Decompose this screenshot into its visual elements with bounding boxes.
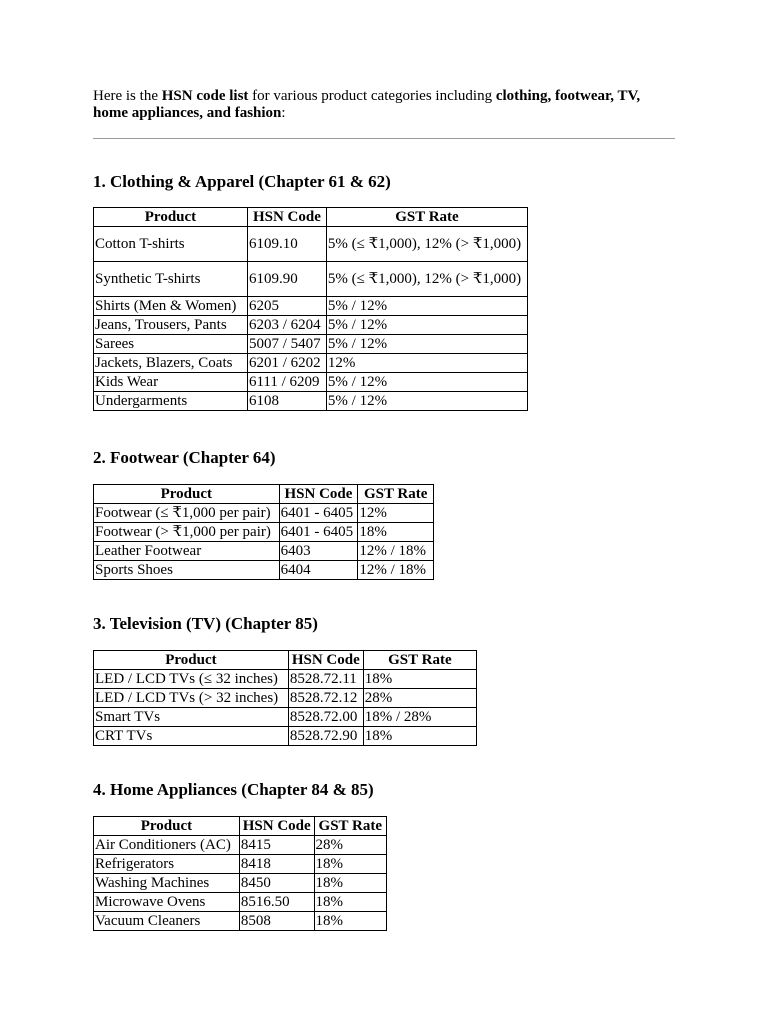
cell-hsn-code: 8528.72.12 xyxy=(288,689,363,708)
cell-product: Synthetic T-shirts xyxy=(94,262,248,297)
table-row xyxy=(94,708,477,727)
cell-hsn-code: 8415 xyxy=(239,836,314,855)
table-header-row xyxy=(94,651,477,670)
table-row xyxy=(94,561,434,580)
cell-hsn-code: 8528.72.00 xyxy=(288,708,363,727)
cell-gst-rate: 5% / 12% xyxy=(326,316,527,335)
cell-hsn-code: 6403 xyxy=(279,542,358,561)
table-home-appliances xyxy=(93,816,387,931)
cell-hsn-code: 8508 xyxy=(239,912,314,931)
cell-gst-rate: 18% xyxy=(314,874,386,893)
cell-gst-rate: 18% xyxy=(358,523,434,542)
cell-product: Refrigerators xyxy=(94,855,240,874)
cell-gst-rate: 12% / 18% xyxy=(358,561,434,580)
table-row xyxy=(94,373,528,392)
cell-product: Sarees xyxy=(94,335,248,354)
header-gst-rate: GST Rate xyxy=(326,208,527,227)
header-product: Product xyxy=(94,817,240,836)
cell-product: Cotton T-shirts xyxy=(94,227,248,262)
table-row xyxy=(94,836,387,855)
cell-gst-rate: 5% / 12% xyxy=(326,392,527,411)
table-row xyxy=(94,874,387,893)
cell-product: Jeans, Trousers, Pants xyxy=(94,316,248,335)
cell-hsn-code: 8418 xyxy=(239,855,314,874)
cell-product: LED / LCD TVs (> 32 inches) xyxy=(94,689,289,708)
cell-gst-rate: 5% (≤ ₹1,000), 12% (> ₹1,000) xyxy=(326,227,527,262)
cell-hsn-code: 6401 - 6405 xyxy=(279,523,358,542)
cell-hsn-code: 6404 xyxy=(279,561,358,580)
cell-gst-rate: 18% / 28% xyxy=(363,708,476,727)
cell-product: Vacuum Cleaners xyxy=(94,912,240,931)
header-gst-rate: GST Rate xyxy=(363,651,476,670)
cell-hsn-code: 5007 / 5407 xyxy=(247,335,326,354)
cell-hsn-code: 8516.50 xyxy=(239,893,314,912)
cell-gst-rate: 18% xyxy=(363,727,476,746)
table-row xyxy=(94,227,528,262)
table-row xyxy=(94,523,434,542)
cell-product: CRT TVs xyxy=(94,727,289,746)
intro-bold-categories: clothing, footwear, TV, home appliances, and fashion xyxy=(93,88,641,121)
cell-hsn-code: 6111 / 6209 xyxy=(247,373,326,392)
table-row xyxy=(94,354,528,373)
section-heading-footwear: 2. Footwear (Chapter 64) xyxy=(93,448,276,467)
table-row xyxy=(94,504,434,523)
cell-hsn-code: 6203 / 6204 xyxy=(247,316,326,335)
cell-gst-rate: 28% xyxy=(363,689,476,708)
cell-product: Air Conditioners (AC) xyxy=(94,836,240,855)
cell-product: Sports Shoes xyxy=(94,561,280,580)
section-heading-home-appliances: 4. Home Appliances (Chapter 84 & 85) xyxy=(93,780,374,799)
table-row xyxy=(94,893,387,912)
cell-hsn-code: 8450 xyxy=(239,874,314,893)
intro-prefix: Here is the xyxy=(93,88,162,104)
table-television xyxy=(93,650,477,746)
table-row xyxy=(94,727,477,746)
table-row xyxy=(94,262,528,297)
header-hsn-code: HSN Code xyxy=(279,485,358,504)
cell-product: Leather Footwear xyxy=(94,542,280,561)
table-row xyxy=(94,912,387,931)
intro-middle: for various product categories including xyxy=(248,88,496,104)
cell-hsn-code: 6201 / 6202 xyxy=(247,354,326,373)
cell-product: Undergarments xyxy=(94,392,248,411)
cell-gst-rate: 12% xyxy=(358,504,434,523)
table-row xyxy=(94,392,528,411)
cell-product: LED / LCD TVs (≤ 32 inches) xyxy=(94,670,289,689)
header-product: Product xyxy=(94,651,289,670)
cell-gst-rate: 18% xyxy=(363,670,476,689)
cell-gst-rate: 12% / 18% xyxy=(358,542,434,561)
cell-gst-rate: 18% xyxy=(314,912,386,931)
table-row xyxy=(94,670,477,689)
cell-gst-rate: 18% xyxy=(314,893,386,912)
header-product: Product xyxy=(94,208,248,227)
intro-bold-hsn: HSN code list xyxy=(161,88,249,104)
cell-gst-rate: 18% xyxy=(314,855,386,874)
cell-hsn-code: 6108 xyxy=(247,392,326,411)
cell-gst-rate: 12% xyxy=(326,354,527,373)
table-footwear xyxy=(93,484,434,580)
horizontal-rule xyxy=(93,138,675,139)
table-row xyxy=(94,855,387,874)
cell-product: Washing Machines xyxy=(94,874,240,893)
header-product: Product xyxy=(94,485,280,504)
intro-suffix: : xyxy=(281,105,286,121)
header-hsn-code: HSN Code xyxy=(239,817,314,836)
cell-hsn-code: 6205 xyxy=(247,297,326,316)
table-row xyxy=(94,316,528,335)
table-row xyxy=(94,689,477,708)
table-header-row xyxy=(94,208,528,227)
intro-paragraph xyxy=(93,88,675,122)
cell-product: Footwear (> ₹1,000 per pair) xyxy=(94,523,280,542)
table-header-row xyxy=(94,485,434,504)
cell-gst-rate: 5% / 12% xyxy=(326,373,527,392)
cell-product: Kids Wear xyxy=(94,373,248,392)
cell-product: Microwave Ovens xyxy=(94,893,240,912)
cell-product: Footwear (≤ ₹1,000 per pair) xyxy=(94,504,280,523)
section-heading-clothing: 1. Clothing & Apparel (Chapter 61 & 62) xyxy=(93,172,391,191)
cell-product: Jackets, Blazers, Coats xyxy=(94,354,248,373)
cell-gst-rate: 28% xyxy=(314,836,386,855)
table-row xyxy=(94,297,528,316)
header-gst-rate: GST Rate xyxy=(314,817,386,836)
header-hsn-code: HSN Code xyxy=(247,208,326,227)
table-row xyxy=(94,335,528,354)
table-clothing xyxy=(93,207,528,411)
cell-hsn-code: 8528.72.11 xyxy=(288,670,363,689)
cell-gst-rate: 5% / 12% xyxy=(326,335,527,354)
table-header-row xyxy=(94,817,387,836)
cell-hsn-code: 8528.72.90 xyxy=(288,727,363,746)
cell-gst-rate: 5% (≤ ₹1,000), 12% (> ₹1,000) xyxy=(326,262,527,297)
header-hsn-code: HSN Code xyxy=(288,651,363,670)
cell-hsn-code: 6109.10 xyxy=(247,227,326,262)
cell-product: Shirts (Men & Women) xyxy=(94,297,248,316)
table-row xyxy=(94,542,434,561)
header-gst-rate: GST Rate xyxy=(358,485,434,504)
section-heading-television: 3. Television (TV) (Chapter 85) xyxy=(93,614,318,633)
cell-product: Smart TVs xyxy=(94,708,289,727)
cell-gst-rate: 5% / 12% xyxy=(326,297,527,316)
cell-hsn-code: 6401 - 6405 xyxy=(279,504,358,523)
cell-hsn-code: 6109.90 xyxy=(247,262,326,297)
